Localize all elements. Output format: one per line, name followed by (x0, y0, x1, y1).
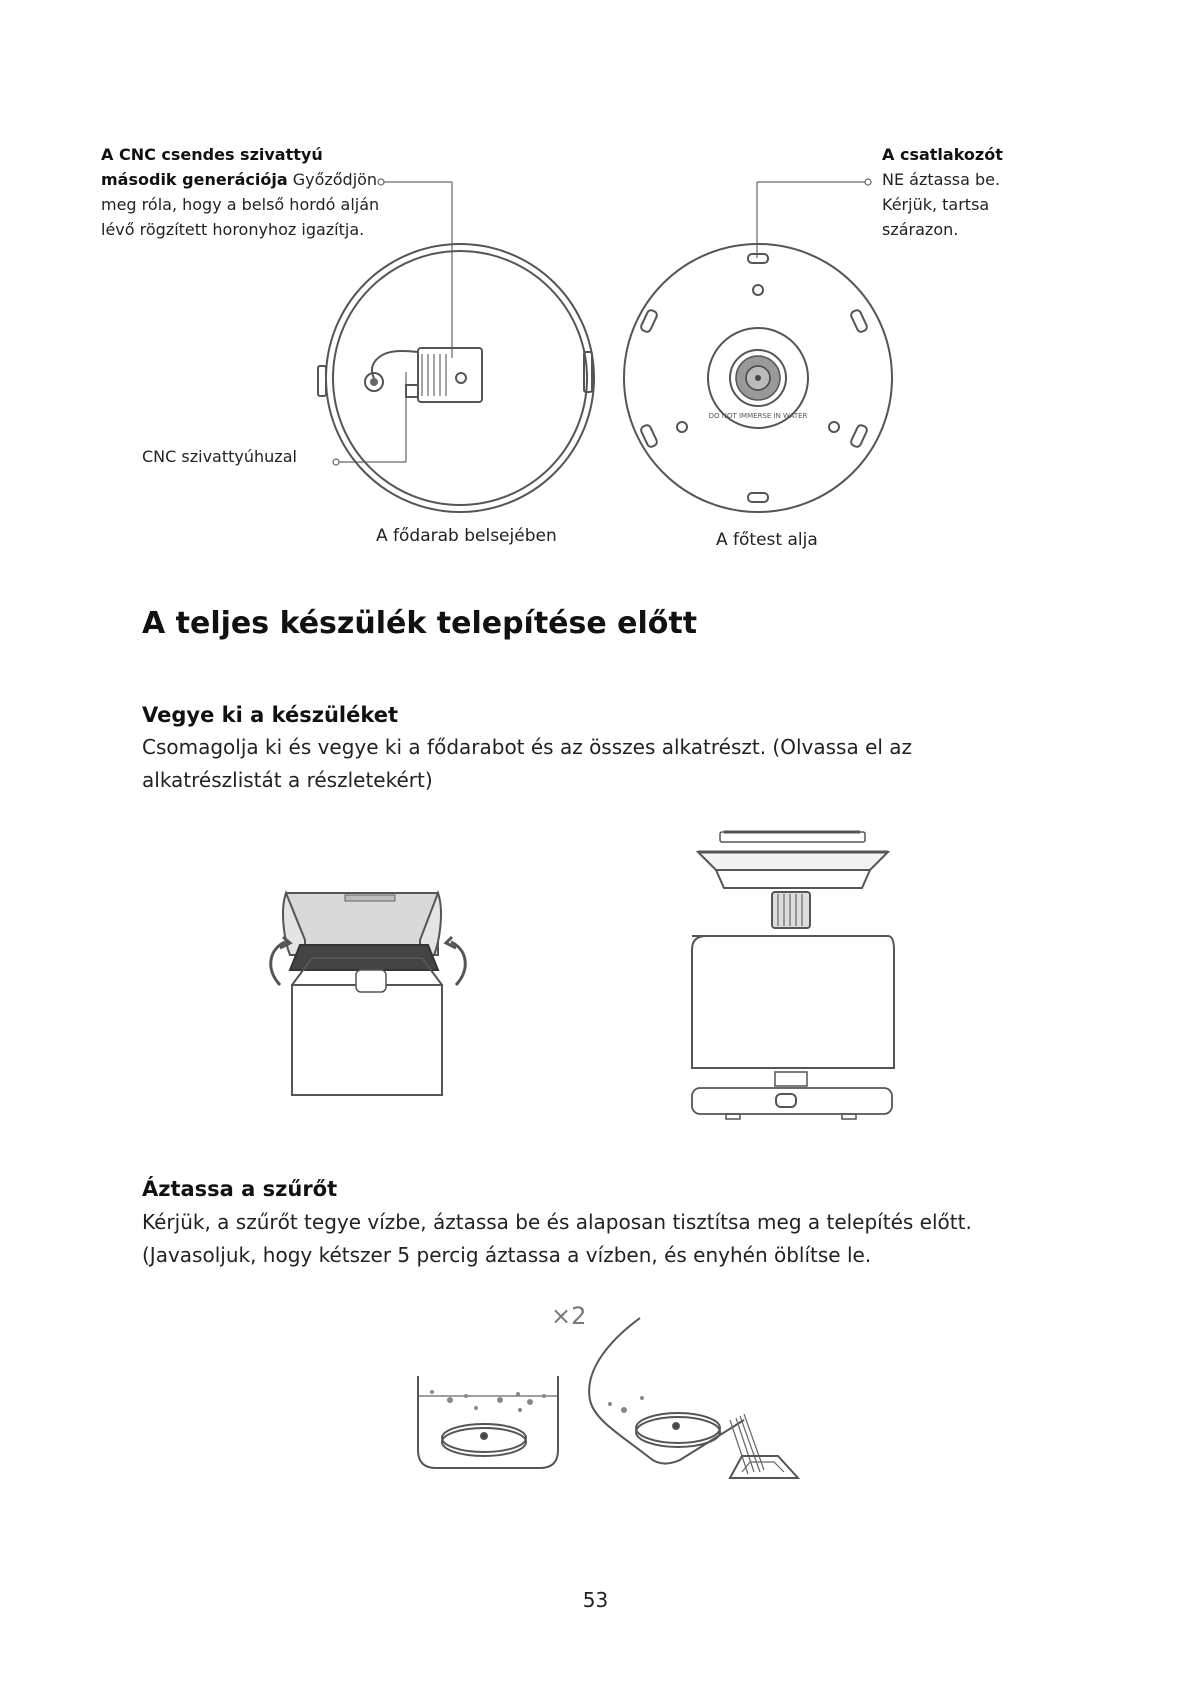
pump-callout-title: A CNC csendes szivattyú második generációja (101, 145, 323, 189)
inside-caption: A fődarab belsejében (376, 526, 557, 546)
section-title-unpack: Vegye ki a készüléket (142, 703, 399, 727)
times-two-label: ×2 (551, 1302, 587, 1330)
page-number: 53 (582, 1588, 609, 1612)
base-label-text: DO NOT IMMERSE IN WATER (708, 412, 808, 420)
connector-callout-text: NE áztassa be. Kérjük, tartsa szárazon. (882, 170, 1001, 239)
bottom-caption: A főtest alja (716, 530, 818, 550)
section-text-soak-filter: Kérjük, a szűrőt tegye vízbe, áztassa be és alaposan tisztítsa meg a telepítés előtt. (Javasoljuk, hogy kétszer 5 percig áztassa a vízben, és enyhén öblítse le. (142, 1210, 972, 1267)
pump-callout-text: Győződjön meg róla, hogy a belső hordó alján lévő rögzített horonyhoz igazítja. (101, 170, 380, 239)
pump-cable-label: CNC szivattyúhuzal (142, 447, 297, 466)
section-text-unpack: Csomagolja ki és vegye ki a fődarabot és az összes alkatrészt. (Olvassa el az alkatrészlistát a részletekért) (142, 735, 913, 792)
connector-callout-title: A csatlakozót (882, 145, 1003, 164)
section-title-soak-filter: Áztassa a szűrőt (142, 1177, 338, 1201)
main-heading: A teljes készülék telepítése előtt (142, 606, 698, 641)
